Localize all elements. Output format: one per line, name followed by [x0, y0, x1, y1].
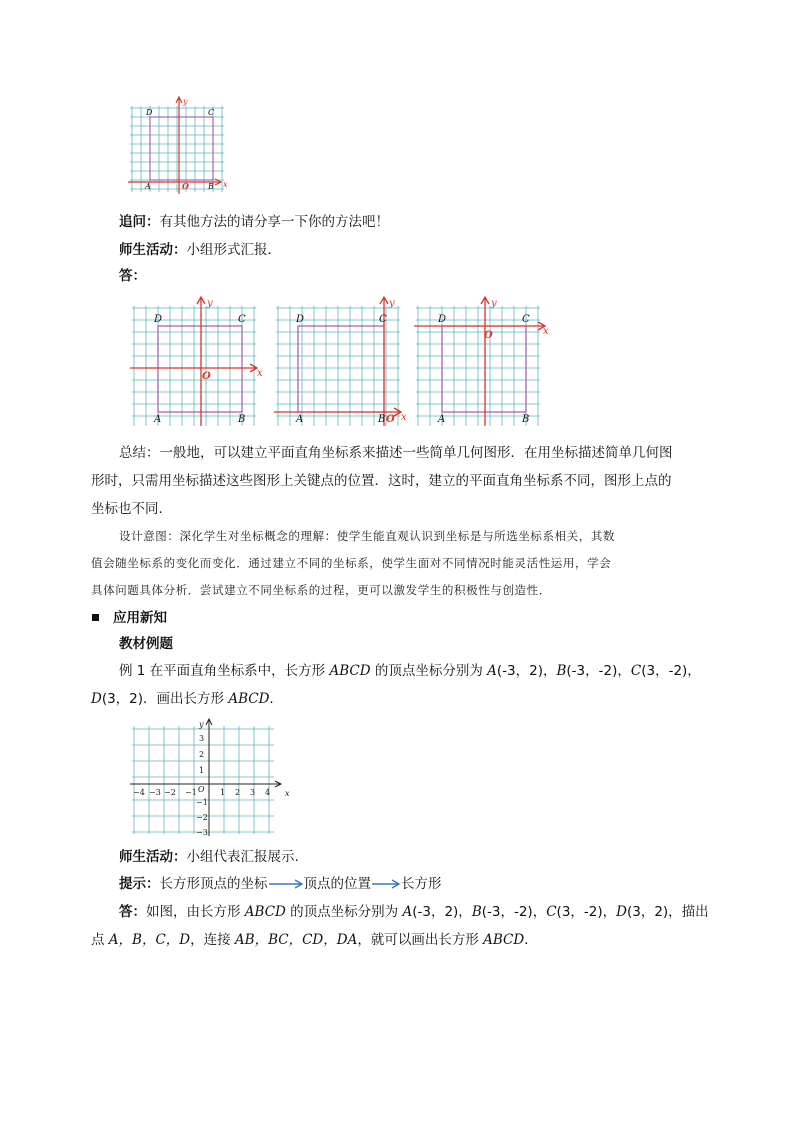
- point-label-b: B: [378, 414, 386, 425]
- coord-b: (-3，-2)，: [566, 663, 631, 679]
- answer-text: ，连接: [190, 932, 235, 948]
- section-title: 应用新知: [113, 610, 167, 626]
- point-label-c: C: [238, 314, 246, 325]
- x-tick-label: 4: [265, 788, 271, 797]
- arrow-right-icon: [268, 878, 304, 890]
- summary-line-2: 形时，只需用坐标描述这些图形上关键点的位置．这时，建立的平面直角坐标系不同，图形上点的: [91, 473, 672, 489]
- summary-line-3: 坐标也不同．: [91, 501, 172, 517]
- points-list: A，B，C，D: [108, 932, 191, 948]
- coord-d: (3，2)．画出长方形: [101, 691, 229, 707]
- example-line-1: [119, 661, 701, 681]
- arrow-right-icon: [371, 878, 401, 890]
- design-line-3: 具体问题具体分析．尝试建立不同坐标系的过程，更可以激发学生的积极性与创造性．: [91, 583, 551, 597]
- coord-c: (3，-2)，: [556, 904, 617, 920]
- point-label-c: C: [379, 314, 387, 325]
- figure-coordinate-grid-1: [126, 96, 230, 196]
- answer-prefix: 答：: [119, 904, 146, 920]
- hint-step-1: 长方形顶点的坐标: [159, 876, 268, 892]
- vertex-c: C: [630, 663, 642, 679]
- design-line-2: 值会随坐标系的变化而变化．通过建立不同的坐标系，使学生面对不同情况时能灵活性运用，学会: [91, 556, 612, 570]
- point-label-d: D: [154, 314, 163, 325]
- rect-name: ABCD: [228, 691, 270, 707]
- y-axis-label: y: [491, 298, 497, 309]
- followup-text: 有其他方法的请分享一下你的方法吧！: [159, 214, 389, 230]
- point-label-b: B: [208, 182, 214, 191]
- x-tick-label: 1: [220, 788, 226, 797]
- answer-text: 如图，由长方形: [146, 904, 245, 920]
- point-label-a: A: [438, 414, 446, 425]
- point-label-b: B: [238, 414, 246, 425]
- subsection-title: 教材例题: [119, 636, 173, 652]
- y-tick-label: −2: [196, 813, 208, 822]
- vertex-a: A: [402, 904, 413, 920]
- x-axis-label: x: [285, 789, 290, 798]
- figure-coordinate-grid-b: [272, 294, 410, 428]
- vertex-c: C: [546, 904, 557, 920]
- activity1-paragraph: [119, 240, 281, 260]
- x-tick-label: 2: [235, 788, 241, 797]
- answer-text: 点: [91, 932, 109, 948]
- y-axis-label: y: [389, 298, 395, 309]
- hint-prefix: 提示：: [119, 876, 160, 892]
- coord-b: (-3，-2)，: [481, 904, 547, 920]
- point-label-b: B: [522, 414, 530, 425]
- x-axis-label: x: [401, 412, 407, 423]
- point-label-c: C: [208, 108, 215, 117]
- rect-name: ABCD: [329, 663, 371, 679]
- example-text: 的顶点坐标分别为: [370, 663, 488, 679]
- activity1-prefix: 师生活动：: [119, 242, 187, 258]
- x-axis-label: x: [543, 326, 549, 337]
- coord-a: (-3，2)，: [412, 904, 472, 920]
- vertex-d: D: [616, 904, 627, 920]
- example-text: 例 1 在平面直角坐标系中，长方形: [119, 663, 330, 679]
- coord-a: (-3，2)，: [496, 663, 557, 679]
- followup-paragraph: [119, 212, 389, 232]
- figure-coordinate-grid-a: [128, 294, 266, 428]
- activity2-prefix: 师生活动：: [119, 849, 187, 865]
- followup-prefix: 追问：: [119, 214, 160, 230]
- x-tick-label: −1: [185, 788, 197, 797]
- y-tick-label: 2: [199, 750, 205, 759]
- y-tick-label: −3: [196, 828, 208, 837]
- hint-paragraph: [119, 874, 442, 894]
- section-heading: [92, 608, 167, 628]
- point-label-a: A: [154, 414, 162, 425]
- y-axis-label: y: [199, 720, 204, 729]
- rect-name: ABCD: [244, 904, 286, 920]
- origin-label: O: [182, 181, 189, 191]
- answer-line-2: [91, 930, 538, 950]
- square-bullet-icon: [92, 614, 99, 621]
- coord-c: (3，-2)，: [641, 663, 701, 679]
- point-label-d: D: [438, 314, 447, 325]
- segments-list: AB，BC，CD，DA: [234, 932, 358, 948]
- point-label-a: A: [145, 182, 151, 191]
- origin-label: O: [484, 330, 493, 341]
- answer-line-1: [119, 902, 709, 922]
- rect-name: ABCD: [483, 932, 525, 948]
- point-label-d: D: [296, 314, 305, 325]
- y-tick-label: 3: [199, 734, 205, 743]
- activity2-text: 小组代表汇报展示.: [186, 849, 299, 865]
- figure-coordinate-grid-c: [412, 294, 552, 428]
- hint-step-2: 顶点的位置: [303, 876, 371, 892]
- coord-d: (3，2)，描出: [626, 904, 709, 920]
- design-line-1: 设计意图：深化学生对坐标概念的理解：使学生能直观认识到坐标是与所选坐标系相关，其数: [119, 529, 616, 543]
- x-tick-label: 3: [250, 788, 256, 797]
- answer-text: 的顶点坐标分别为: [285, 904, 403, 920]
- y-tick-label: 1: [199, 766, 205, 775]
- answer-label: 答：: [119, 268, 146, 284]
- figure-example-grid: [128, 718, 296, 838]
- y-tick-label: −1: [196, 798, 208, 807]
- vertex-a: A: [487, 663, 497, 679]
- example-end: ．: [269, 691, 283, 707]
- x-tick-label: −3: [149, 788, 161, 797]
- point-label-d: D: [146, 108, 153, 117]
- origin-label: O: [202, 371, 211, 382]
- origin-label: O: [198, 785, 205, 794]
- vertex-b: B: [471, 904, 482, 920]
- x-tick-label: −4: [133, 788, 145, 797]
- example-line-2: [91, 689, 283, 709]
- x-tick-label: −2: [164, 788, 176, 797]
- hint-step-3: 长方形: [401, 876, 442, 892]
- summary-line-1: 总结：一般地，可以建立平面直角坐标系来描述一些简单几何图形．在用坐标描述简单几何图: [119, 445, 673, 461]
- activity1-text: 小组形式汇报．: [186, 242, 281, 258]
- y-axis-label: y: [183, 97, 188, 106]
- x-axis-label: x: [223, 180, 228, 189]
- point-label-c: C: [522, 314, 530, 325]
- point-label-a: A: [296, 414, 304, 425]
- vertex-d: D: [91, 691, 102, 707]
- x-axis-label: x: [257, 368, 263, 379]
- vertex-b: B: [556, 663, 567, 679]
- origin-label: O: [386, 414, 395, 425]
- answer-text: ．: [524, 932, 538, 948]
- activity2-paragraph: [119, 847, 299, 867]
- answer-text: ，就可以画出长方形: [357, 932, 484, 948]
- y-axis-label: y: [207, 298, 213, 309]
